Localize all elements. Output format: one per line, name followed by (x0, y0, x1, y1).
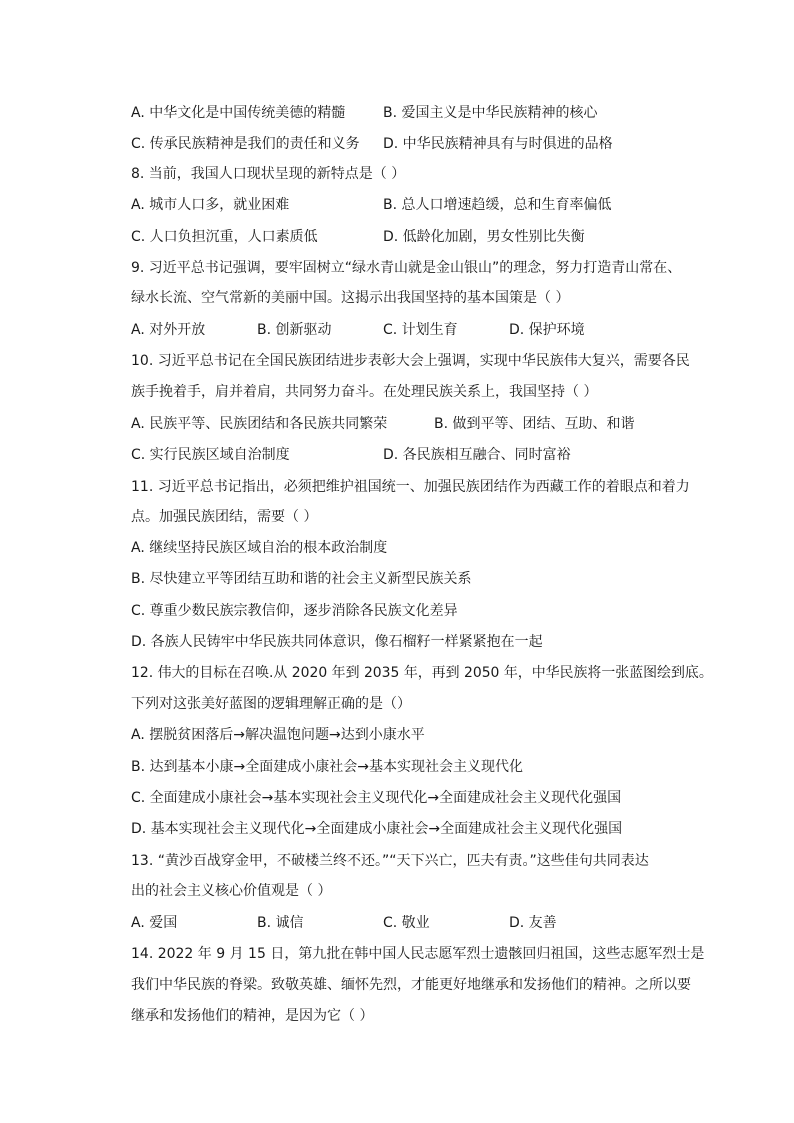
q8-option-d: D. 低龄化加剧，男女性别比失衡 (383, 229, 585, 245)
q13-option-a: A. 爱国 (131, 915, 178, 931)
q8-option-c: C. 人口负担沉重，人口素质低 (131, 229, 318, 245)
q7-option-b: B. 爱国主义是中华民族精神的核心 (383, 105, 598, 121)
q12-option-d: D. 基本实现社会主义现代化→全面建成小康社会→全面建成社会主义现代化强国 (131, 821, 623, 837)
q10-stem-line2: 族手挽着手，肩并着肩，共同努力奋斗。在处理民族关系上，我国坚持（ ） (131, 384, 598, 400)
q11-option-d: D. 各族人民铸牢中华民族共同体意识，像石榴籽一样紧紧抱在一起 (131, 634, 543, 650)
q11-stem-line2: 点。加强民族团结，需要（ ） (131, 509, 318, 525)
q11-stem-line1: 11. 习近平总书记指出，必须把维护祖国统一、加强民族团结作为西藏工作的着眼点和着力 (131, 479, 690, 495)
q9-option-a: A. 对外开放 (131, 322, 206, 338)
q9-option-d: D. 保护环境 (509, 322, 585, 338)
q13-option-c: C. 敬业 (383, 915, 430, 931)
q12-option-a: A. 摆脱贫困落后→解决温饱问题→达到小康水平 (131, 727, 425, 743)
q9-stem-line2: 绿水长流、空气常新的美丽中国。这揭示出我国坚持的基本国策是（ ） (131, 290, 570, 306)
q14-stem-line1: 14. 2022 年 9 月 15 日，第九批在韩中国人民志愿军烈士遗骸回归祖国，这些志愿军烈士是 (131, 946, 705, 962)
q13-option-b: B. 诚信 (257, 915, 304, 931)
q12-stem-line1: 12. 伟大的目标在召唤.从 2020 年到 2035 年，再到 2050 年，中华民族将一张蓝图绘到底。 (131, 665, 713, 681)
q10-stem-line1: 10. 习近平总书记在全国民族团结进步表彰大会上强调，实现中华民族伟大复兴，需要各民 (131, 353, 690, 369)
q12-option-b: B. 达到基本小康→全面建成小康社会→基本实现社会主义现代化 (131, 759, 523, 775)
q9-option-c: C. 计划生育 (383, 322, 458, 338)
q10-option-b: B. 做到平等、团结、互助、和谐 (434, 416, 635, 432)
q14-stem-line2: 我们中华民族的脊梁。致敬英雄、缅怀先烈，才能更好地继承和发扬他们的精神。之所以要 (131, 977, 691, 993)
q13-stem-line1: 13. “黄沙百战穿金甲，不破楼兰终不还。”“天下兴亡，匹夫有责。”这些佳句共同表达 (131, 853, 649, 869)
q9-stem-line1: 9. 习近平总书记强调，要牢固树立“绿水青山就是金山银山”的理念，努力打造青山常在、 (131, 260, 682, 276)
q7-option-c: C. 传承民族精神是我们的责任和义务 (131, 136, 360, 152)
q13-stem-line2: 出的社会主义核心价值观是（ ） (131, 883, 332, 899)
q8-option-a: A. 城市人口多，就业困难 (131, 197, 290, 213)
q12-stem-line2: 下列对这张美好蓝图的逻辑理解正确的是（） (131, 696, 411, 712)
q10-option-d: D. 各民族相互融合、同时富裕 (383, 447, 571, 463)
q12-option-c: C. 全面建成小康社会→基本实现社会主义现代化→全面建成社会主义现代化强国 (131, 790, 622, 806)
q10-option-a: A. 民族平等、民族团结和各民族共同繁荣 (131, 416, 388, 432)
q7-option-a: A. 中华文化是中国传统美德的精髓 (131, 105, 346, 121)
q11-option-b: B. 尽快建立平等团结互助和谐的社会主义新型民族关系 (131, 571, 472, 587)
q7-option-d: D. 中华民族精神具有与时俱进的品格 (383, 136, 613, 152)
q10-option-c: C. 实行民族区域自治制度 (131, 447, 290, 463)
q8-option-b: B. 总人口增速趋缓，总和生育率偏低 (383, 197, 612, 213)
q11-option-a: A. 继续坚持民族区域自治的根本政治制度 (131, 540, 388, 556)
q11-option-c: C. 尊重少数民族宗教信仰，逐步消除各民族文化差异 (131, 603, 458, 619)
q9-option-b: B. 创新驱动 (257, 322, 332, 338)
q8-stem: 8. 当前，我国人口现状呈现的新特点是（ ） (131, 166, 406, 182)
q14-stem-line3: 继承和发扬他们的精神，是因为它（ ） (131, 1008, 374, 1024)
q13-option-d: D. 友善 (509, 915, 557, 931)
